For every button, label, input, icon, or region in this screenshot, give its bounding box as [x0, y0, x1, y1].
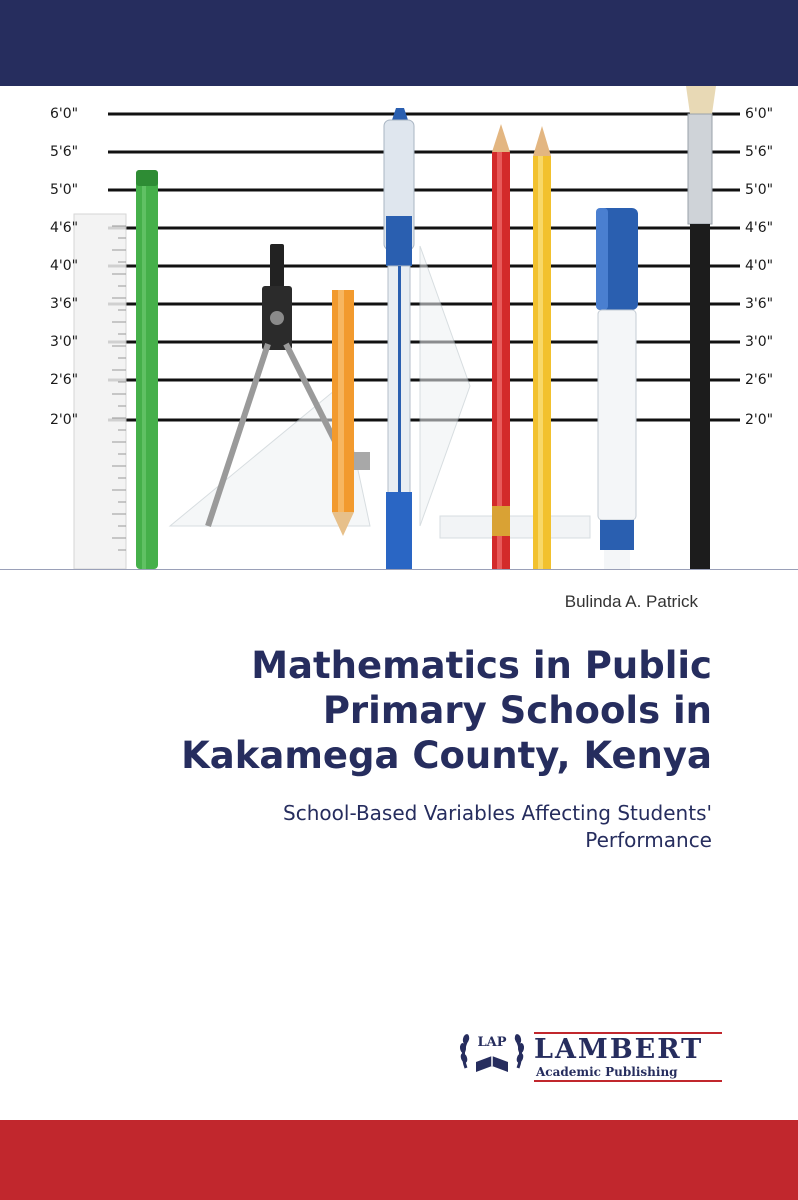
subtitle-line: School-Based Variables Affecting Students' [283, 801, 712, 825]
publisher-subtitle: Academic Publishing [536, 1065, 678, 1079]
height-label-right: 2'0" [745, 412, 774, 428]
stationery-lineup-illustration [0, 86, 798, 569]
lap-emblem-icon [456, 1022, 528, 1084]
height-label-left: 4'0" [50, 258, 79, 274]
subtitle-line: Performance [585, 828, 712, 852]
top-band [0, 0, 798, 86]
bottom-band [0, 1120, 798, 1200]
paint-brush [686, 86, 716, 569]
height-label-right: 3'6" [745, 296, 774, 312]
book-subtitle [72, 800, 712, 854]
emblem-text: LAP [477, 1035, 507, 1050]
blue-ballpoint-pen [384, 108, 414, 569]
blue-capped-marker [596, 208, 638, 569]
publisher-rule-bottom [534, 1080, 722, 1082]
height-label-right: 4'6" [745, 220, 774, 236]
height-label-right: 6'0" [745, 106, 774, 122]
height-label-left: 2'0" [50, 412, 79, 428]
green-marker [136, 170, 158, 569]
title-line: Primary Schools in [322, 689, 712, 732]
height-label-left: 3'0" [50, 334, 79, 350]
height-label-left: 4'6" [50, 220, 79, 236]
height-label-right: 5'0" [745, 182, 774, 198]
height-label-right: 5'6" [745, 144, 774, 160]
height-label-left: 2'6" [50, 372, 79, 388]
height-label-right: 4'0" [745, 258, 774, 274]
publisher-logo [456, 1022, 726, 1084]
height-label-left: 5'6" [50, 144, 79, 160]
photo-divider [0, 569, 798, 570]
title-line: Kakamega County, Kenya [181, 734, 712, 777]
book-title [72, 643, 712, 778]
ruler-left [74, 214, 126, 569]
set-square [170, 246, 590, 538]
title-line: Mathematics in Public [251, 644, 712, 687]
red-pencil [492, 124, 510, 569]
height-label-left: 6'0" [50, 106, 79, 122]
author-name: Bulinda A. Patrick [564, 592, 698, 611]
yellow-pencil [533, 126, 551, 569]
height-label-right: 3'0" [745, 334, 774, 350]
height-label-right: 2'6" [745, 372, 774, 388]
height-label-left: 5'0" [50, 182, 79, 198]
height-label-left: 3'6" [50, 296, 79, 312]
orange-pencil [332, 290, 354, 536]
cover-photo [0, 86, 798, 569]
publisher-name: LAMBERT [534, 1034, 704, 1065]
